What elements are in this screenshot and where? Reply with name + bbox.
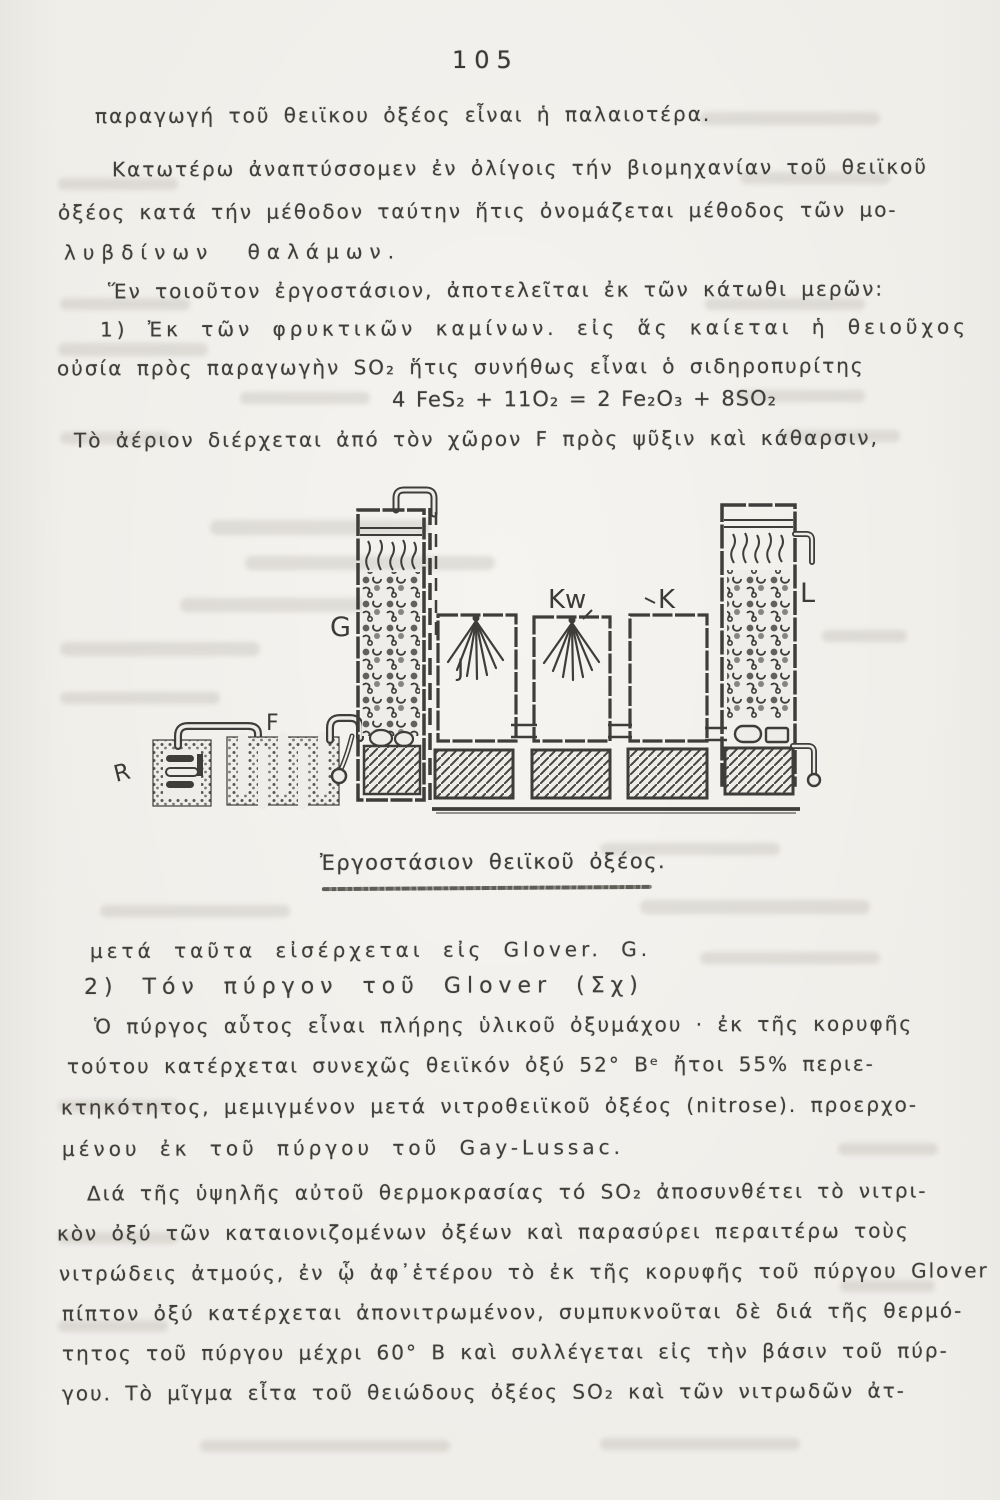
label-flue-F: F <box>266 711 279 736</box>
text-line: τούτου κατέρχεται συνεχῶς θειϊκόν ὀξύ 52° Bᵉ ἤτοι 55% περιε- <box>66 1051 875 1079</box>
bleed-through-smudge <box>58 343 208 356</box>
tower-top-outlet-pipe <box>795 534 812 562</box>
text-line: κτηκότητος, μεμιγμένον μετά νιτροθειϊκοῦ ὀξέος (nitrose). προερχο- <box>60 1092 919 1120</box>
text-line: Κατωτέρω ἀναπτύσσομεν ἐν ὀλίγοις τήν βιομηχανίαν τοῦ θειϊκοῦ <box>111 154 928 182</box>
distributor-cup <box>735 726 761 742</box>
text-line: 2) Τόν πύργον τοῦ Glover (Σχ) <box>83 973 644 1000</box>
bleed-through-smudge <box>700 112 880 125</box>
text-line: λυβδίνων θαλάμων. <box>63 239 402 265</box>
text-line: πίπτον ὀξύ κατέρχεται ἀπονιτρωμένον, συμπυκνοῦται δὲ διά τῆς θερμό- <box>61 1298 964 1326</box>
text-line: παραγωγή τοῦ θειϊκου ὀξέος εἶναι ἡ παλαιοτέρα. <box>94 101 712 129</box>
gay-lussac-tower <box>722 505 820 794</box>
distributor-cup <box>766 728 788 742</box>
bleed-through-smudge <box>640 900 870 914</box>
chemical-equation: 4 FeS₂ + 11O₂ = 2 Fe₂O₃ + 8SO₂ <box>391 386 778 412</box>
lead-chamber-j <box>435 615 516 799</box>
bleed-through-smudge <box>600 1438 800 1450</box>
factory-diagram <box>0 478 1000 826</box>
acid-pool <box>628 749 707 798</box>
bleed-through-smudge <box>838 1143 938 1155</box>
text-line: Ἕν τοιοῦτον ἐργοστάσιον, ἀποτελεῖται ἐκ τῶν κάτωθι μερῶν: <box>107 276 885 304</box>
acid-spray <box>544 623 599 680</box>
label-tower-L: L <box>800 578 816 609</box>
label-chamber-J: J <box>457 654 465 682</box>
text-line: 1) Ἐκ τῶν φρυκτικῶν καμίνων. εἰς ἅς καίεται ἡ θειοῦχος <box>99 314 970 342</box>
text-line: γου. Τὸ μῖγμα εἶτα τοῦ θειώδους ὀξέος SO₂ καὶ τῶν νιτρωδῶν ἀτ- <box>61 1378 907 1406</box>
lead-chamber-kw <box>532 585 610 798</box>
pyrite-furnace <box>111 740 211 806</box>
page-number: 105 <box>452 46 519 74</box>
label-glover-G: G <box>330 612 351 643</box>
text-line: μένου ἐκ τοῦ πύργου τοῦ Gay-Lussac. <box>61 1135 624 1161</box>
text-line: κὸν ὀξύ τῶν καταιονιζομένων ὀξέων καὶ παρασύρει περαιτέρω τοὺς <box>56 1218 910 1246</box>
acid-pool <box>435 750 513 798</box>
text-line: μετά ταῦτα εἰσέρχεται εἰς Glover. G. <box>89 937 652 963</box>
caption-underline <box>322 885 652 891</box>
label-chamber-K: K <box>658 585 676 615</box>
text-line: ὀξέος κατά τήν μέθοδον ταύτην ἥτις ὀνομάζεται μέθοδος τῶν μο- <box>57 197 898 225</box>
text-line: νιτρώδεις ἀτμούς, ἐν ᾧ ἀφ᾽ἑτέρου τὸ ἐκ τῆς κορυφῆς τοῦ πύργου Glover <box>58 1258 989 1286</box>
ground-line <box>432 809 800 813</box>
label-pointer <box>645 598 655 603</box>
text-line: οὐσία πρὸς παραγωγὴν SO₂ ἥτις συνήθως εἶναι ὁ σιδηροπυρίτης <box>56 353 865 381</box>
label-chamber-Kw: Kw <box>548 585 587 615</box>
label-furnace-R: R <box>111 758 133 788</box>
bleed-through-smudge <box>100 905 290 917</box>
acid-pool <box>725 748 793 794</box>
text-line: Ὁ πύργος αὗτος εἶναι πλήρης ὑλικοῦ ὀξυμάχου · ἐκ τῆς κορυφῆς <box>93 1011 914 1039</box>
figure-caption: Ἐργοστάσιον θειϊκοῦ ὀξέος. <box>319 849 667 875</box>
bleed-through-smudge <box>700 952 880 964</box>
bleed-through-smudge <box>240 392 370 404</box>
text-line: τητος τοῦ πύργου μέχρι 60° B καὶ συλλέγεται εἰς τὴν βάσιν τοῦ πύρ- <box>61 1338 949 1366</box>
bleed-through-smudge <box>200 1440 450 1452</box>
lead-chamber-k <box>628 585 707 798</box>
acid-pool <box>532 750 610 798</box>
text-line: Διά τῆς ὑψηλῆς αὐτοῦ θερμοκρασίας τό SO₂ ἀποσυνθέτει τὸ νιτρι- <box>86 1178 928 1206</box>
text-line: Τὸ ἀέριον διέρχεται ἀπό τὸν χῶρον F πρὸς ψῦξιν καὶ κάθαρσιν, <box>73 425 879 453</box>
